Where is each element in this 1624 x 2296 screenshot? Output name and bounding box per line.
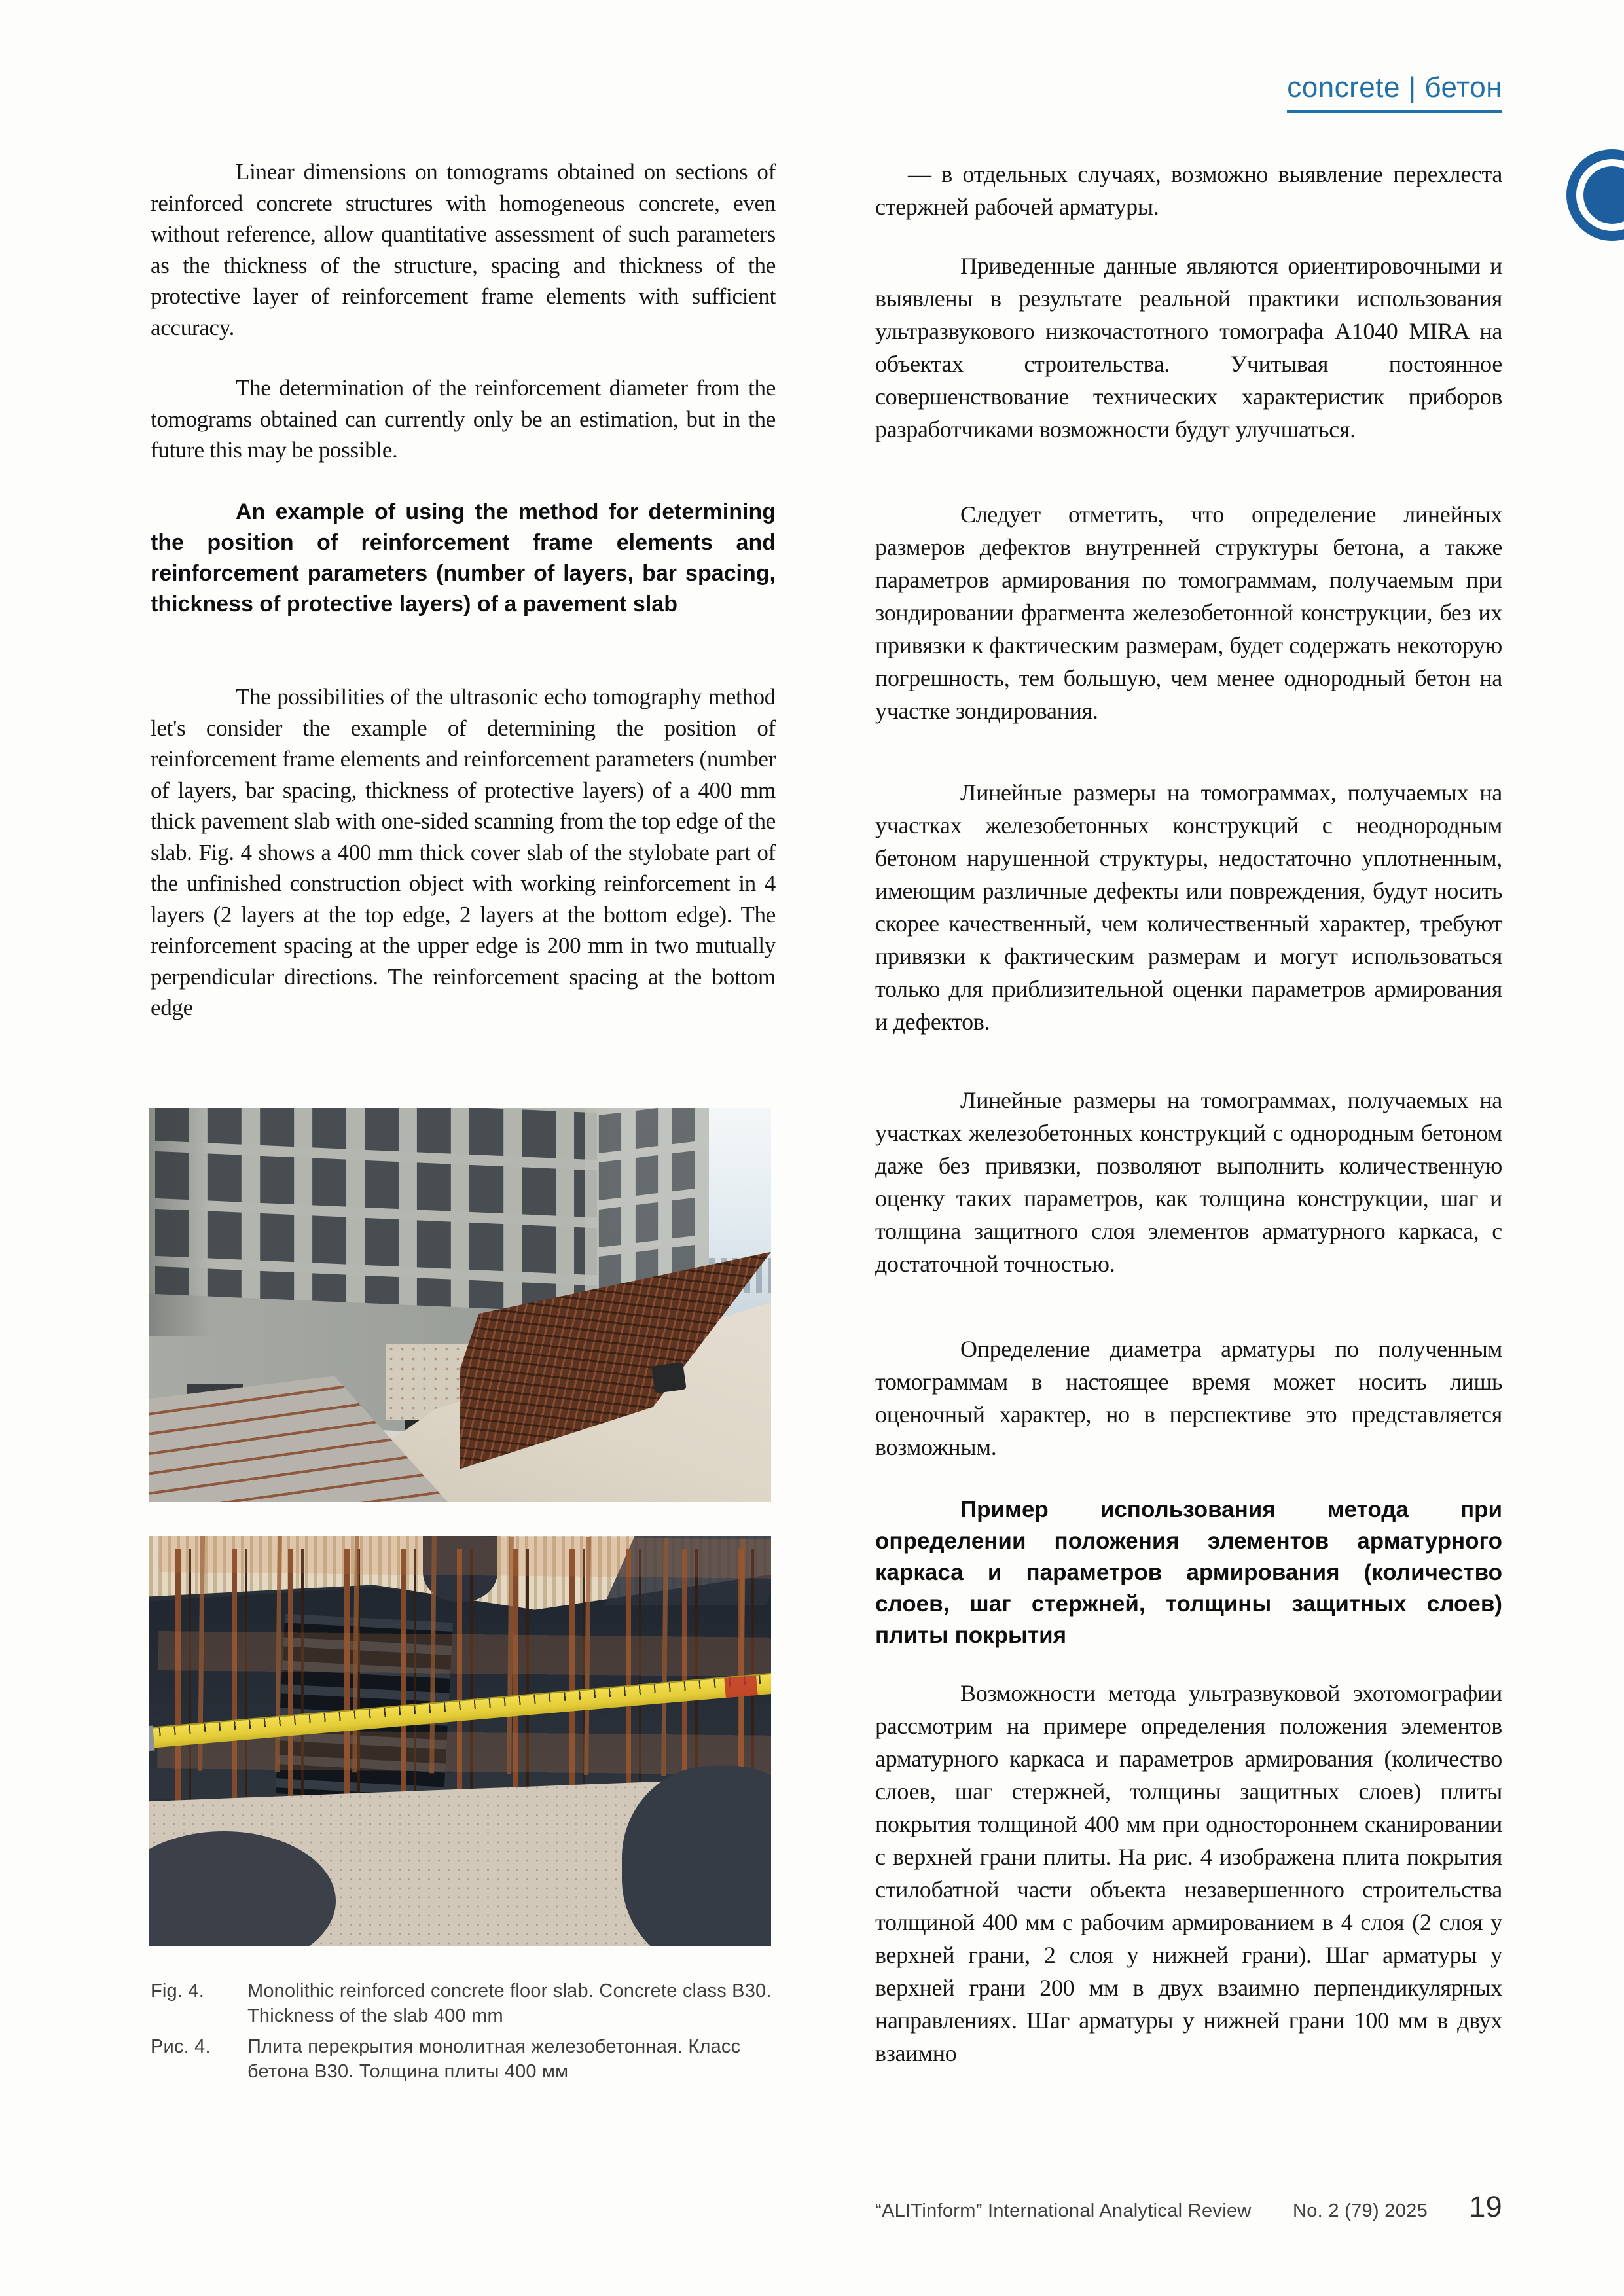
paragraph-en-3: The possibilities of the ultrasonic echo tomography method let's consider the example of determining the position of reinforcement frame elements and reinforcement parameters (number of layers, bar spacing, thickness of protective layers) of a 400 mm thick pavement slab with one-sided scanning from the top edge of the slab. Fig. 4 shows a 400 mm thick cover slab of the stylobate part of the unfinished construction object with working reinforcement in 4 layers (2 layers at the top edge, 2 layers at the bottom edge). The reinforcement spacing at the upper edge is 200 mm in two mutually perpendicular directions. The reinforcement spacing at the bottom edge xyxy=(151,684,776,1020)
page-footer xyxy=(875,2190,1502,2224)
tape-end-hook xyxy=(149,1726,154,1751)
paragraph-en-1: Linear dimensions on tomograms obtained on sections of reinforced concrete structures with homogeneous concrete, even without reference, allow quantitative assessment of such parameters as the thickness of the structure, spacing and thickness of the protective layer of reinforcement frame elements with sufficient accuracy. xyxy=(151,159,776,340)
figure-caption-en-label: Fig. 4. xyxy=(151,1981,204,2001)
paragraph-ru-1: — в отдельных случаях, возможно выявление перехлеста стержней рабочей арматуры. xyxy=(875,161,1502,220)
paragraph-en-2: The determination of the reinforcement diameter from the tomograms obtained can currently only be an estimation, but in the future this may be possible. xyxy=(151,375,776,463)
paragraph-ru-2: Приведенные данные являются ориентировочными и выявлены в результате реальной практики использования ультразвукового низкочастотного томографа А1040 MIRA на объектах строительства. Учитывая постоянное совершенствование технических характеристик приборов разработчиками возможности будут улучшаться. xyxy=(875,253,1502,442)
figure4-photo-construction-site xyxy=(149,1108,771,1502)
section-heading-en: An example of using the method for determining the position of reinforcement frame elements and reinforcement parameters (number of layers, bar spacing, thickness of protective layers) of a pavement slab xyxy=(151,499,776,617)
footer-journal-title: “ALITinform” International Analytical Review xyxy=(875,2200,1252,2221)
vertical-rebar-rods-highlight xyxy=(157,1536,771,1777)
section-heading-ru: Пример использования метода при определении положения элементов арматурного каркаса и параметров армирования (количество слоев, шаг стержней, толщины защитных слоев) плиты покрытия xyxy=(875,1497,1502,1648)
figure-caption-ru xyxy=(151,2034,805,2084)
paragraph-ru-4: Линейные размеры на томограммах, получаемых на участках железобетонных конструкций с неоднородным бетоном нарушенной структуры, недостаточно уплотненным, имеющим различные дефекты или повреждения, будут носить скорее качественный, чем количественный характер, требуют привязки к фактическим размерам и могут использоваться только для приблизительной оценки параметров армирования и дефектов. xyxy=(875,780,1502,1035)
paragraph-ru-7: Возможности метода ультразвуковой эхотомографии рассмотрим на примере определения положения элементов арматурного каркаса и параметров армирования (количество слоев, шаг стержней, толщины защитных слоев) плиты покрытия толщиной 400 мм при одностороннем сканировании с верхней грани плиты. На рис. 4 изображена плита покрытия стилобатной части объекта незавершенного строительства толщиной 400 мм с рабочим армированием в 4 слоя (2 слоя у верхней грани, 2 слоя у нижней грани). Шаг арматуры у верхней грани 200 мм в двух взаимно перпендикулярных направлениях. Шаг арматуры у нижней грани 100 мм в двух взаимно xyxy=(875,1680,1502,2066)
page-number: 19 xyxy=(1469,2190,1502,2223)
figure-caption-en xyxy=(151,1979,805,2028)
dark-object-on-slab xyxy=(651,1362,686,1393)
footer-issue: No. 2 (79) 2025 xyxy=(1292,2200,1428,2221)
paragraph-ru-6: Определение диаметра арматуры по полученным томограммам в настоящее время может носить лишь оценочный характер, но в перспективе это представляется возможным. xyxy=(875,1336,1502,1460)
corner-shadow xyxy=(149,1108,211,1336)
paragraph-ru-3: Следует отметить, что определение линейных размеров дефектов внутренней структуры бетона, а также параметров армирования по томограммам, получаемым при зондировании фрагмента железобетонной конструкции, без их привязки к фактическим размерам, будет содержать некоторую погрешность, тем большую, чем менее однородный бетон на участке зондирования. xyxy=(875,501,1502,724)
figure-caption-ru-label: Рис. 4. xyxy=(151,2036,211,2057)
figure-caption-en-text: Monolithic reinforced concrete floor slab. Concrete class B30. Thickness of the slab 400 mm xyxy=(247,1981,772,2026)
brand-circle-dot xyxy=(1583,166,1624,224)
paragraph-ru-5: Линейные размеры на томограммах, получаемых на участках железобетонных конструкций с однородным бетоном даже без привязки, позволяют выполнить количественную оценку таких параметров, как толщина конструкции, шаг и толщина защитного слоя элементов арматурного каркаса, с достаточной точностью. xyxy=(875,1087,1502,1277)
figure-caption-ru-text: Плита перекрытия монолитная железобетонная. Класс бетона B30. Толщина плиты 400 мм xyxy=(247,2036,741,2082)
journal-brand-circle-icon xyxy=(1566,149,1624,241)
figure4-photo-rebar-tape-measure xyxy=(149,1536,771,1946)
tape-red-mark xyxy=(724,1676,757,1698)
section-header: concrete | бетон xyxy=(1287,71,1502,113)
